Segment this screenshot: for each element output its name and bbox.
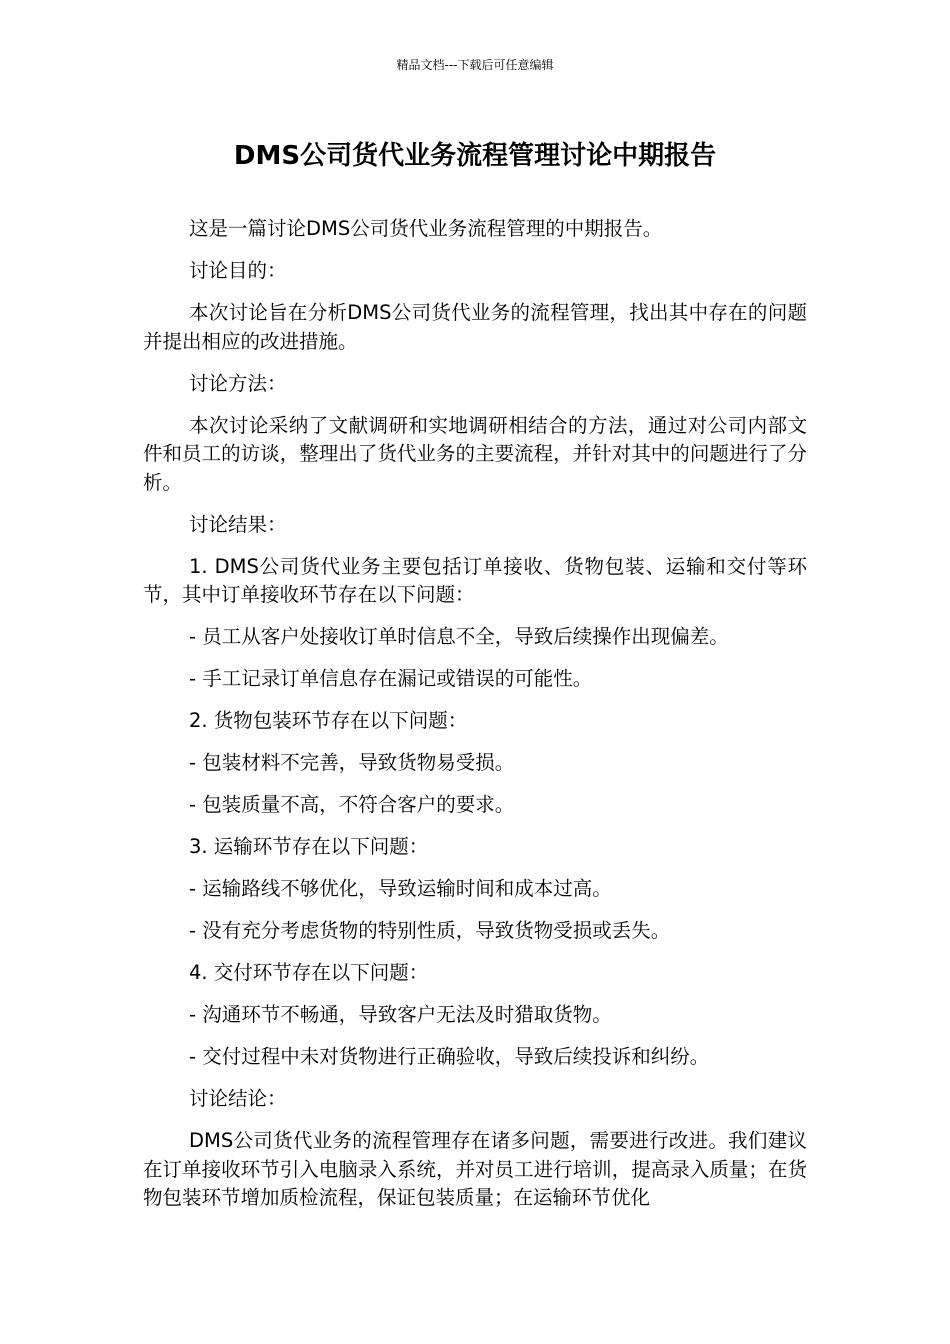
heading-conclusion: 讨论结论： bbox=[189, 1087, 287, 1110]
list-item: - 交付过程中未对货物进行正确验收，导致后续投诉和纠纷。 bbox=[189, 1045, 710, 1068]
paragraph-intro: 这是一篇讨论DMS公司货代业务流程管理的中期报告。 bbox=[189, 217, 663, 240]
paragraph-conclusion: DMS公司货代业务的流程管理存在诸多问题，需要进行改进。我们建议在订单接收环节引入电脑录入系统，并对员工进行培训，提高录入质量；在货物包装环节增加质检流程，保证包装质量；在运输环节优化 bbox=[143, 1129, 807, 1209]
result-item-3: 3. 运输环节存在以下问题： bbox=[189, 835, 429, 858]
list-item: - 员工从客户处接收订单时信息不全，导致后续操作出现偏差。 bbox=[189, 625, 729, 648]
document-title: DMS公司货代业务流程管理讨论中期报告 bbox=[233, 141, 717, 171]
list-item: - 包装质量不高，不符合客户的要求。 bbox=[189, 793, 515, 816]
result-item-2: 2. 货物包装环节存在以下问题： bbox=[189, 709, 468, 732]
paragraph-method: 本次讨论采纳了文献调研和实地调研相结合的方法，通过对公司内部文件和员工的访谈，整理出了货代业务的主要流程，并针对其中的问题进行了分析。 bbox=[143, 413, 807, 494]
paragraph-purpose: 本次讨论旨在分析DMS公司货代业务的流程管理，找出其中存在的问题并提出相应的改进措施。 bbox=[143, 301, 807, 353]
heading-method: 讨论方法： bbox=[189, 371, 287, 395]
heading-purpose: 讨论目的： bbox=[189, 259, 287, 282]
page-header: 精品文档---下载后可任意编辑 bbox=[396, 58, 554, 72]
result-item-1: 1. DMS公司货代业务主要包括订单接收、货物包装、运输和交付等环节，其中订单接收环节存在以下问题： bbox=[143, 554, 807, 606]
result-item-4: 4. 交付环节存在以下问题： bbox=[189, 961, 429, 984]
list-item: - 手工记录订单信息存在漏记或错误的可能性。 bbox=[189, 667, 593, 690]
list-item: - 运输路线不够优化，导致运输时间和成本过高。 bbox=[189, 877, 612, 900]
heading-results: 讨论结果： bbox=[189, 512, 287, 536]
list-item: - 包装材料不完善，导致货物易受损。 bbox=[189, 751, 515, 774]
list-item: - 沟通环节不畅通，导致客户无法及时猎取货物。 bbox=[189, 1003, 612, 1026]
list-item: - 没有充分考虑货物的特别性质，导致货物受损或丢失。 bbox=[189, 919, 671, 942]
document-body bbox=[143, 215, 807, 1226]
